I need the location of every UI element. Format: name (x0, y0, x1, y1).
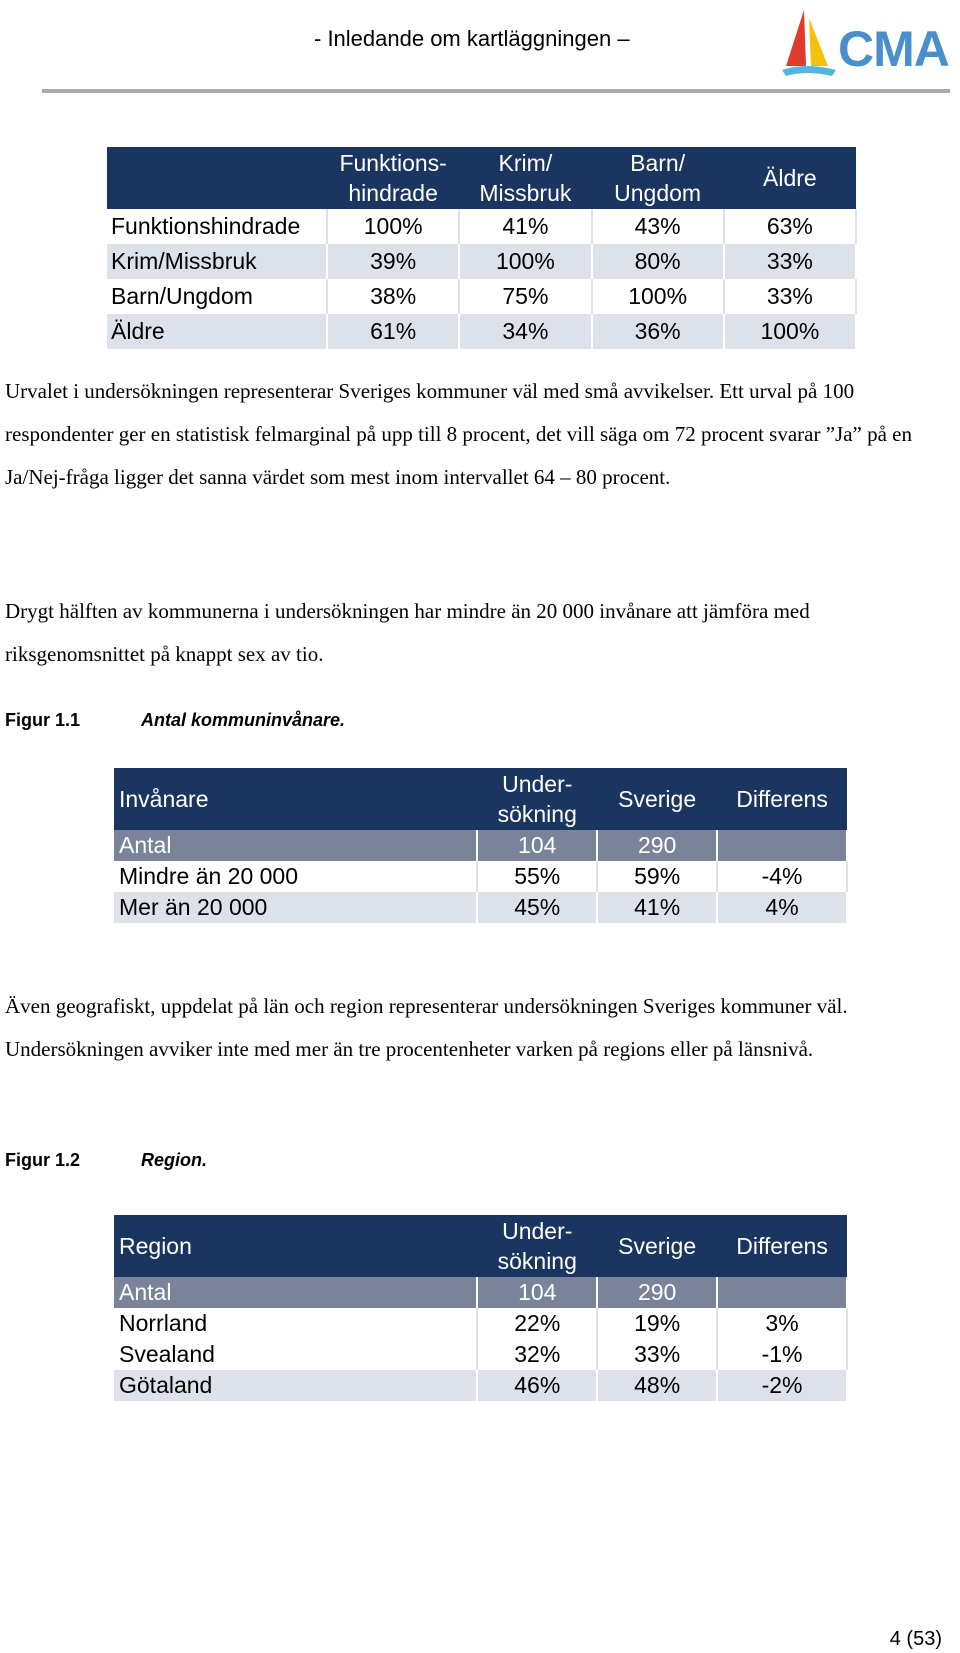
paragraph-sample: Urvalet i undersökningen representerar Sveriges kommuner väl med små avvikelser. Ett urval på 100 respondenter ger en statistisk felmarginal på upp till 8 procent, det vill säga om 72 procent svarar ”Ja” på en Ja/Nej-fråga ligger det sanna värdet som mest inom intervallet 64 – 80 procent. (5, 379, 912, 489)
row-label: Svealand (114, 1339, 477, 1370)
cell-value: 34% (459, 314, 591, 349)
figure-title: Antal kommuninvånare. (141, 710, 346, 730)
paragraph-population: Drygt hälften av kommunerna i undersökningen har mindre än 20 000 invånare att jämföra med riksgenomsnittet på knappt sex av tio. (5, 599, 810, 666)
region-header-col: Sverige (597, 1215, 717, 1277)
cell-value: 55% (477, 861, 597, 892)
population-header-col: Under- sökning (477, 768, 597, 830)
overlap-header-col: Krim/ Missbruk (459, 147, 591, 209)
row-label: Götaland (114, 1370, 477, 1401)
sailboat-icon (776, 4, 846, 84)
population-table (114, 768, 848, 923)
cell-value (717, 1277, 847, 1308)
paragraph-geography: Även geografiskt, uppdelat på län och region representerar undersökningen Sveriges kommuner väl. Undersökningen avviker inte med mer än tre procentenheter varken på regions eller på länsnivå. (5, 994, 848, 1061)
cell-value (717, 830, 847, 861)
table-row (114, 1308, 847, 1339)
table-row (114, 830, 847, 861)
overlap-header-col: Äldre (724, 147, 856, 209)
cell-value: 290 (597, 1277, 717, 1308)
cell-value: 41% (597, 892, 717, 923)
row-label: Antal (114, 830, 477, 861)
table-row (114, 1277, 847, 1308)
row-label: Antal (114, 1277, 477, 1308)
population-header-col: Differens (717, 768, 847, 830)
overlap-table (107, 147, 857, 349)
population-header-col: Invånare (114, 768, 477, 830)
cell-value: 59% (597, 861, 717, 892)
header-divider (42, 89, 950, 93)
table-row (107, 279, 856, 314)
overlap-header-empty (107, 147, 327, 209)
cell-value: 33% (597, 1339, 717, 1370)
cell-value: 33% (724, 279, 856, 314)
cell-value: 104 (477, 830, 597, 861)
row-label: Mindre än 20 000 (114, 861, 477, 892)
figure-label: Figur 1.2 (5, 1150, 81, 1170)
cell-value: 33% (724, 244, 856, 279)
cell-value: 22% (477, 1308, 597, 1339)
overlap-header-col: Barn/ Ungdom (592, 147, 724, 209)
cell-value: 41% (459, 209, 591, 244)
cell-value: 61% (327, 314, 459, 349)
region-header-col: Differens (717, 1215, 847, 1277)
region-header-col: Under- sökning (477, 1215, 597, 1277)
cell-value: 290 (597, 830, 717, 861)
table-row (114, 1370, 847, 1401)
cell-value: 48% (597, 1370, 717, 1401)
cell-value: 75% (459, 279, 591, 314)
cell-value: 39% (327, 244, 459, 279)
cell-value: -1% (717, 1339, 847, 1370)
table-row (107, 209, 856, 244)
cell-value: 100% (592, 279, 724, 314)
figure-title: Region. (141, 1150, 207, 1170)
row-label: Barn/Ungdom (107, 279, 327, 314)
logo-text: CMA (838, 21, 949, 77)
cell-value: 19% (597, 1308, 717, 1339)
region-header-col: Region (114, 1215, 477, 1277)
cell-value: 100% (724, 314, 856, 349)
page-number: 4 (53) (889, 1628, 942, 1650)
cell-value: 3% (717, 1308, 847, 1339)
cell-value: 100% (327, 209, 459, 244)
cell-value: 4% (717, 892, 847, 923)
table-row (114, 892, 847, 923)
cell-value: 100% (459, 244, 591, 279)
cma-logo (776, 4, 956, 84)
cell-value: 46% (477, 1370, 597, 1401)
row-label: Krim/Missbruk (107, 244, 327, 279)
table-row (114, 861, 847, 892)
region-table (114, 1215, 848, 1401)
row-label: Norrland (114, 1308, 477, 1339)
table-row (107, 314, 856, 349)
cell-value: 38% (327, 279, 459, 314)
cell-value: 45% (477, 892, 597, 923)
cell-value: 63% (724, 209, 856, 244)
row-label: Äldre (107, 314, 327, 349)
table-row (107, 244, 856, 279)
table-row (114, 1339, 847, 1370)
figure-label: Figur 1.1 (5, 710, 81, 730)
cell-value: 43% (592, 209, 724, 244)
population-header-col: Sverige (597, 768, 717, 830)
cell-value: 104 (477, 1277, 597, 1308)
overlap-header-col: Funktions- hindrade (327, 147, 459, 209)
cell-value: 36% (592, 314, 724, 349)
header-title: - Inledande om kartläggningen – (314, 26, 630, 51)
cell-value: 32% (477, 1339, 597, 1370)
cell-value: 80% (592, 244, 724, 279)
row-label: Funktionshindrade (107, 209, 327, 244)
row-label: Mer än 20 000 (114, 892, 477, 923)
cell-value: -4% (717, 861, 847, 892)
cell-value: -2% (717, 1370, 847, 1401)
